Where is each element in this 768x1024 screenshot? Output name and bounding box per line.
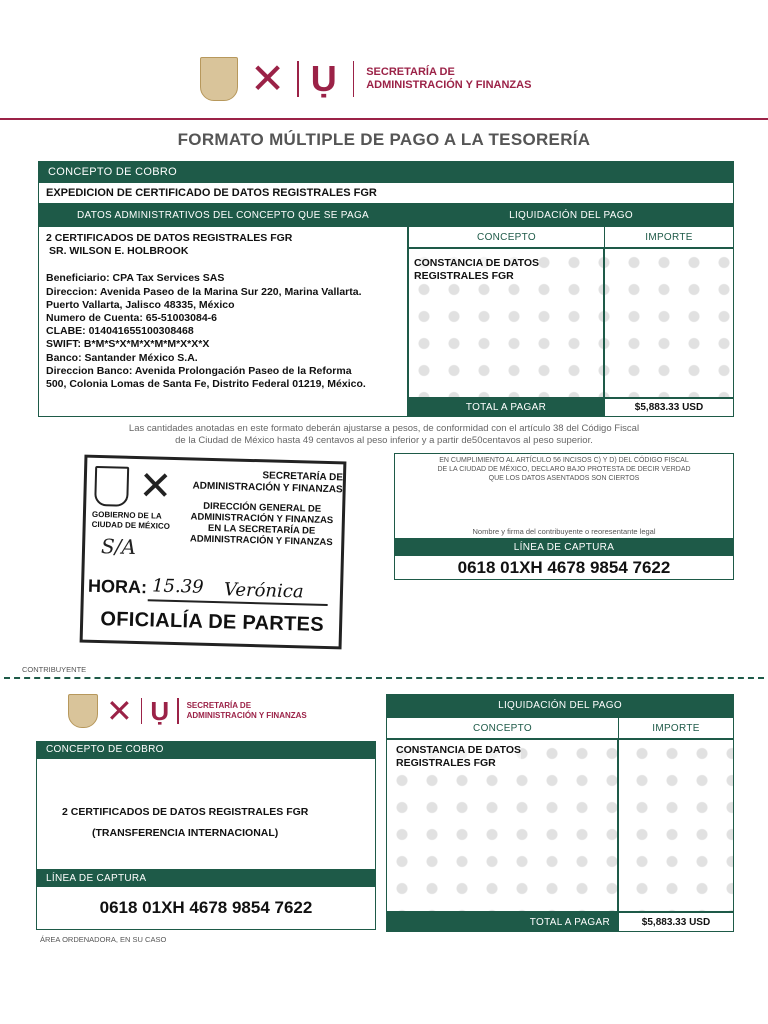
bottom-total-label: TOTAL A PAGAR bbox=[386, 912, 618, 932]
liquidacion-col-divider bbox=[603, 248, 605, 398]
bottom-cdmx-x-logo: ✕ bbox=[106, 693, 133, 729]
saf-u-logo: Ụ bbox=[310, 58, 337, 99]
oficialia-stamp bbox=[80, 455, 347, 650]
firma-contribuyente-label: Nombre y firma del contribuyente o reoresentante legal bbox=[472, 527, 656, 536]
bottom-secretaria-name bbox=[187, 701, 307, 721]
bottom-total-value: $5,883.33 USD bbox=[618, 912, 734, 932]
nota-line-2: de la Ciudad de México hasta 49 centavos al peso inferior y a partir de50centavos al peso superior. bbox=[175, 435, 593, 446]
ajuste-nota bbox=[0, 423, 768, 447]
datos-line-nombre: SR. WILSON E. HOLBROOK bbox=[49, 245, 189, 258]
total-label: TOTAL A PAGAR bbox=[408, 398, 604, 417]
bottom-linea-captura-value: 0618 01XH 4678 9854 7622 bbox=[36, 886, 376, 930]
liquidacion-concepto-line-2: REGISTRALES FGR bbox=[414, 270, 514, 282]
area-ordenadora-label: ÁREA ORDENADORA, EN SU CASO bbox=[40, 935, 167, 944]
bottom-liquidacion-concepto-line-1: CONSTANCIA DE DATOS bbox=[396, 744, 522, 756]
stamp-direccion-line-1: DIRECCIÓN GENERAL DE bbox=[203, 500, 322, 515]
linea-captura-header: LÍNEA DE CAPTURA bbox=[394, 539, 734, 555]
declaracion-line-2: DE LA CIUDAD DE MÉXICO, DECLARO BAJO PROTESTA DE DECIR VERDAD bbox=[437, 466, 691, 473]
liquidacion-concepto-line-1: CONSTANCIA DE DATOS bbox=[414, 257, 540, 269]
liquidacion-col-importe: IMPORTE bbox=[645, 231, 693, 243]
bottom-secretaria-line-2: ADMINISTRACIÓN Y FINANZAS bbox=[186, 711, 307, 720]
stamp-direccion-line-4: ADMINISTRACIÓN Y FINANZAS bbox=[189, 533, 333, 549]
nota-line-1: Las cantidades anotadas en este formato deberán ajustarse a pesos, de conformidad con el artículo 38 del Código Fiscal bbox=[128, 423, 640, 434]
bottom-liquidacion-col-concepto: CONCEPTO bbox=[387, 718, 619, 738]
logo-divider bbox=[297, 61, 299, 97]
datos-admin-header: DATOS ADMINISTRATIVOS DEL CONCEPTO QUE SE PAGA bbox=[38, 204, 408, 226]
datos-line-certificados: 2 CERTIFICADOS DE DATOS REGISTRALES FGR bbox=[46, 232, 293, 244]
bottom-cdmx-shield-logo bbox=[68, 694, 98, 728]
datos-line-beneficiario: Beneficiario: CPA Tax Services SAS bbox=[46, 272, 225, 285]
declaracion-line-1: EN CUMPLIMIENTO AL ARTÍCULO 56 INCISOS C) Y D) DEL CÓDIGO FISCAL bbox=[439, 457, 689, 464]
bottom-liquidacion-col-divider bbox=[617, 739, 619, 912]
cdmx-shield-logo bbox=[200, 57, 238, 101]
total-value: $5,883.33 USD bbox=[604, 398, 734, 417]
secretaria-name bbox=[366, 66, 531, 92]
datos-line-direccion-2: Puerto Vallarta, Jalisco 48335, México bbox=[46, 298, 235, 311]
logo-divider bbox=[353, 61, 355, 97]
cdmx-x-logo: ✕ bbox=[250, 55, 286, 102]
stamp-secretaria bbox=[183, 468, 344, 496]
stamp-shield-icon bbox=[94, 466, 129, 507]
bottom-liquidacion-col-importe: IMPORTE bbox=[652, 722, 700, 734]
datos-line-cuenta: Numero de Cuenta: 65-51003084-6 bbox=[46, 312, 217, 325]
cut-line bbox=[4, 677, 764, 679]
header bbox=[200, 52, 600, 106]
stamp-direccion-line-2: ADMINISTRACIÓN Y FINANZAS bbox=[190, 511, 334, 527]
bottom-secretaria-line-1: SECRETARÍA DE bbox=[186, 701, 252, 710]
liquidacion-concepto-text bbox=[414, 257, 539, 283]
stamp-secretaria-line-1: SECRETARÍA DE bbox=[262, 470, 344, 484]
stamp-direccion bbox=[181, 500, 342, 548]
datos-line-dir-banco-1: Direccion Banco: Avenida Prolongación Paseo de la Reforma bbox=[46, 364, 352, 377]
stamp-gobierno-line-2: CIUDAD DE MÉXICO bbox=[91, 519, 171, 531]
liquidacion-header: LIQUIDACIÓN DEL PAGO bbox=[408, 204, 734, 226]
stamp-hora-label: HORA: bbox=[87, 575, 148, 598]
bottom-logo-divider bbox=[141, 698, 143, 724]
stamp-x-icon: ✕ bbox=[138, 464, 173, 509]
bottom-liquidacion-concepto-text bbox=[396, 744, 521, 770]
datos-line-swift: SWIFT: B*M*S*X*M*X*M*M*X*X*X bbox=[46, 338, 210, 351]
concepto-cobro-header: CONCEPTO DE COBRO bbox=[38, 161, 734, 182]
secretaria-line-1: SECRETARÍA DE bbox=[366, 66, 455, 78]
bottom-concepto-header: CONCEPTO DE COBRO bbox=[36, 741, 376, 758]
liquidacion-col-header-row bbox=[408, 226, 734, 248]
concepto-cobro-value: EXPEDICION DE CERTIFICADO DE DATOS REGISTRALES FGR bbox=[46, 187, 377, 199]
bottom-logo-divider bbox=[177, 698, 179, 724]
bottom-linea-captura-header: LÍNEA DE CAPTURA bbox=[36, 870, 376, 886]
datos-line-clabe: CLABE: 014041655100308468 bbox=[46, 325, 194, 338]
header-divider bbox=[0, 118, 768, 120]
stamp-gobierno bbox=[92, 510, 171, 532]
page-title: FORMATO MÚLTIPLE DE PAGO A LA TESORERÍA bbox=[177, 130, 591, 149]
stamp-gobierno-line-1: GOBIERNO DE LA bbox=[91, 509, 162, 521]
datos-line-banco: Banco: Santander México S.A. bbox=[46, 351, 198, 364]
contribuyente-label: CONTRIBUYENTE bbox=[22, 665, 87, 674]
bottom-liquidacion-col-header-row bbox=[386, 717, 734, 739]
bottom-concepto-line-2: (TRANSFERENCIA INTERNACIONAL) bbox=[92, 827, 279, 839]
secretaria-line-2: ADMINISTRACIÓN Y FINANZAS bbox=[366, 79, 532, 91]
datos-admin-content bbox=[46, 232, 406, 391]
declaracion-line-3: QUE LOS DATOS ASENTADOS SON CIERTOS bbox=[488, 475, 640, 482]
stamp-firma: Verónica bbox=[223, 579, 304, 603]
stamp-secretaria-line-2: ADMINISTRACIÓN Y FINANZAS bbox=[192, 480, 343, 496]
liquidacion-col-concepto: CONCEPTO bbox=[409, 227, 605, 247]
bottom-liquidacion-concepto-line-2: REGISTRALES FGR bbox=[396, 757, 496, 769]
stamp-direccion-line-3: EN LA SECRETARÍA DE bbox=[207, 522, 316, 537]
bottom-saf-u-logo: Ụ bbox=[150, 696, 170, 726]
bottom-liquidacion-header: LIQUIDACIÓN DEL PAGO bbox=[386, 694, 734, 717]
datos-line-dir-banco-2: 500, Colonia Lomas de Santa Fe, Distrito Federal 01219, México. bbox=[46, 378, 366, 391]
linea-captura-value: 0618 01XH 4678 9854 7622 bbox=[394, 555, 734, 580]
stamp-hora-value: 15.39 bbox=[151, 575, 204, 598]
stamp-sa-handwritten: S/A bbox=[100, 534, 137, 559]
bottom-concepto-line-1: 2 CERTIFICADOS DE DATOS REGISTRALES FGR bbox=[62, 806, 309, 818]
bottom-header-logos bbox=[68, 694, 368, 728]
stamp-oficialia: OFICIALÍA DE PARTES bbox=[100, 608, 325, 636]
declaracion-text bbox=[394, 456, 734, 483]
datos-line-direccion-1: Direccion: Avenida Paseo de la Marina Sur 220, Marina Vallarta. bbox=[46, 285, 362, 298]
